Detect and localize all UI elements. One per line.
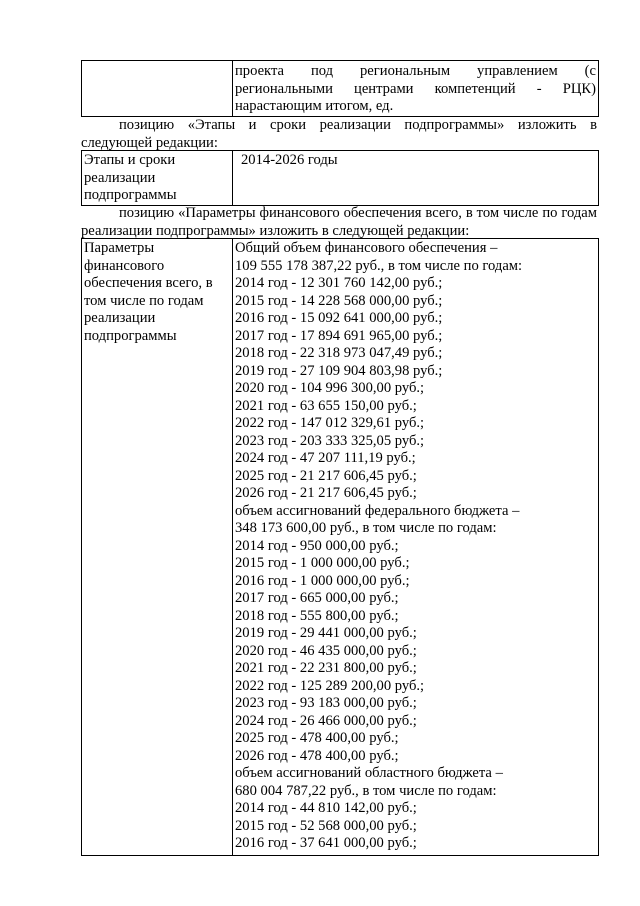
finance-line: 2019 год - 29 441 000,00 руб.; (235, 625, 417, 641)
paragraph-stages: позицию «Этапы и сроки реализации подпрограммы» изложить в следующей редакции: (81, 117, 597, 151)
top-table-right-cell: проекта под региональным управлением (с региональными центрами компетенций - РЦК) нарастающим итогом, ед. (233, 61, 599, 117)
finance-line: 2020 год - 104 996 300,00 руб.; (235, 380, 425, 396)
finance-line: 2019 год - 27 109 904 803,98 руб.; (235, 362, 443, 379)
finance-line: 2014 год - 44 810 142,00 руб.; (235, 800, 417, 816)
finance-line: 2025 год - 21 217 606,45 руб.; (235, 467, 417, 484)
finance-line: 2017 год - 17 894 691 965,00 руб.; (235, 327, 443, 344)
paragraph-finance: позицию «Параметры финансового обеспечения всего, в том числе по годам реализации подпрограммы» изложить в следующей редакции: (81, 205, 597, 239)
finance-line: 2023 год - 93 183 000,00 руб.; (235, 695, 417, 711)
finance-line: Общий объем финансового обеспечения – (235, 240, 498, 256)
finance-line: 2020 год - 46 435 000,00 руб.; (235, 642, 417, 659)
finance-line: 2021 год - 22 231 800,00 руб.; (235, 660, 417, 676)
finance-line: объем ассигнований областного бюджета – (235, 765, 503, 781)
finance-line: 348 173 600,00 руб., в том числе по годам: (235, 520, 497, 536)
finance-line: 2018 год - 555 800,00 руб.; (235, 607, 399, 624)
finance-line: 2015 год - 52 568 000,00 руб.; (235, 817, 417, 834)
finance-values-cell (233, 239, 599, 856)
finance-line: объем ассигнований федерального бюджета – (235, 502, 520, 519)
stages-value-cell: 2014-2026 годы (233, 151, 599, 206)
finance-line: 2016 год - 1 000 000,00 руб.; (235, 572, 410, 589)
top-table (81, 60, 599, 117)
finance-line: 2016 год - 15 092 641 000,00 руб.; (235, 310, 443, 326)
finance-lines-list (235, 240, 596, 853)
stages-table (81, 150, 599, 206)
finance-line: 109 555 178 387,22 руб., в том числе по годам: (235, 257, 523, 274)
finance-line: 2024 год - 47 207 111,19 руб.; (235, 450, 416, 466)
finance-line: 2022 год - 125 289 200,00 руб.; (235, 677, 425, 694)
finance-line: 2023 год - 203 333 325,05 руб.; (235, 432, 425, 449)
finance-line: 2015 год - 1 000 000,00 руб.; (235, 555, 410, 571)
finance-line: 2016 год - 37 641 000,00 руб.; (235, 835, 417, 851)
finance-line: 2026 год - 21 217 606,45 руб.; (235, 485, 417, 501)
top-table-left-cell (82, 61, 233, 117)
finance-line: 2018 год - 22 318 973 047,49 руб.; (235, 345, 443, 361)
finance-line: 2014 год - 950 000,00 руб.; (235, 537, 399, 554)
finance-label-cell: Параметры финансового обеспечения всего, в том числе по годам реализации подпрограммы (82, 239, 233, 856)
finance-line: 2015 год - 14 228 568 000,00 руб.; (235, 292, 443, 309)
finance-line: 2024 год - 26 466 000,00 руб.; (235, 712, 417, 729)
stages-label-cell: Этапы и сроки реализации подпрограммы (82, 151, 233, 206)
finance-line: 2025 год - 478 400,00 руб.; (235, 730, 399, 746)
finance-line: 2017 год - 665 000,00 руб.; (235, 590, 399, 606)
finance-line: 2021 год - 63 655 150,00 руб.; (235, 397, 417, 414)
finance-line: 680 004 787,22 руб., в том числе по годам: (235, 782, 497, 799)
finance-line: 2014 год - 12 301 760 142,00 руб.; (235, 275, 443, 291)
finance-line: 2026 год - 478 400,00 руб.; (235, 747, 399, 764)
finance-table (81, 238, 599, 856)
finance-line: 2022 год - 147 012 329,61 руб.; (235, 415, 425, 431)
